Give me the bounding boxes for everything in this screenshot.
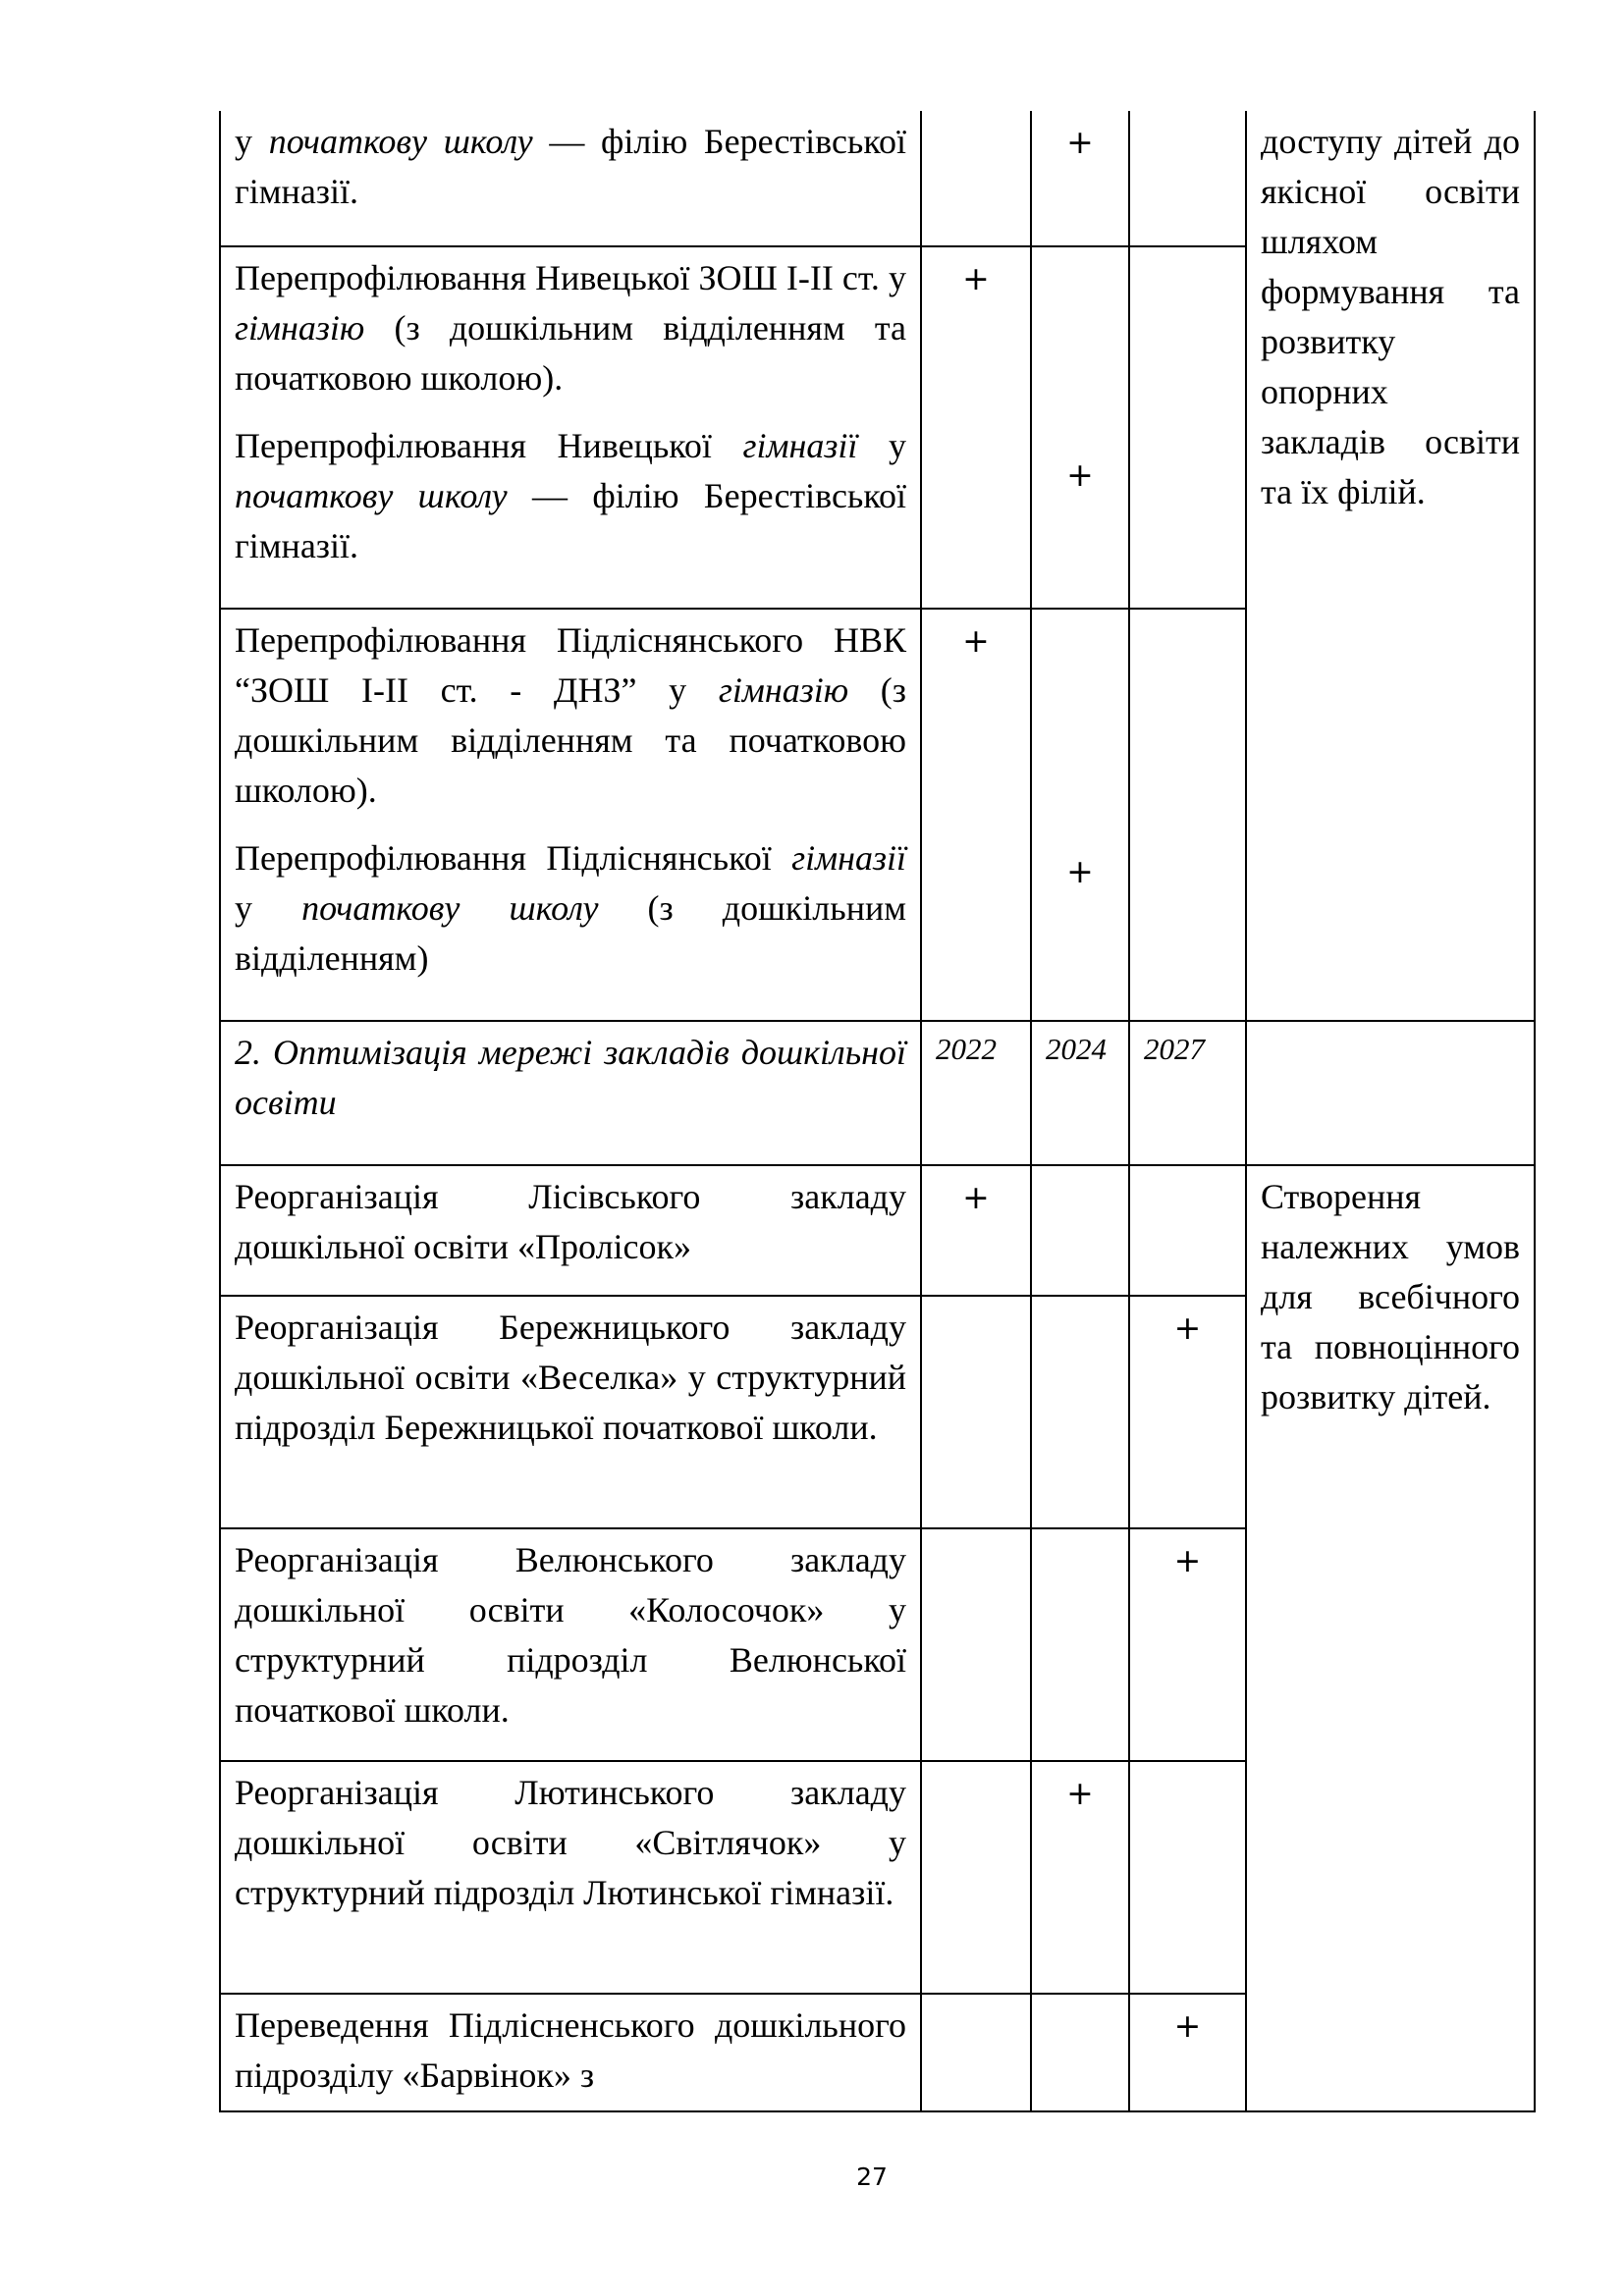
mark-2024: + [1066, 123, 1094, 161]
action-text: у початкову школу — філію Берестівської гімназії. [235, 122, 907, 211]
action-text-secondary: Перепрофілювання Підліснянської гімназії у початкову школу (з дошкільним відділенням) [235, 838, 907, 978]
action-cell [220, 1761, 921, 1994]
result-text: доступу дітей до якісної освіти шляхом формування та розвитку опорних закладів освіти та їх філій. [1261, 122, 1520, 511]
year-2022-cell [921, 1165, 1031, 1296]
year-2027-cell [1129, 609, 1246, 1021]
action-cell [220, 1528, 921, 1761]
year-2022-cell [921, 1296, 1031, 1528]
year-2027-cell [1129, 1165, 1246, 1296]
year-2024-cell [1031, 1761, 1129, 1994]
result-cell [1246, 1165, 1535, 2111]
year-2024-cell [1031, 1994, 1129, 2111]
year-2024-cell [1031, 1165, 1129, 1296]
empty-result-cell [1246, 1021, 1535, 1165]
mark-2024: + [1066, 1774, 1094, 1812]
action-text: Реорганізація Лютинського закладу дошкільної освіти «Світлячок» у структурний підрозділ Лютинської гімназії. [235, 1773, 906, 1912]
section-title: 2. Оптимізація мережі закладів дошкільної освіти [235, 1033, 906, 1122]
section-header-row [220, 1021, 1535, 1165]
year-2022-cell [921, 1994, 1031, 2111]
mark-2027: + [1173, 1541, 1202, 1579]
action-text: Перепрофілювання Нивецької ЗОШ І-ІІ ст. у гімназію (з дошкільним відділенням та початковою школою). [235, 258, 906, 398]
result-text: Створення належних умов для всебічного та повноцінного розвитку дітей. [1261, 1177, 1520, 1416]
mark-2022: + [962, 1178, 990, 1216]
table-row [220, 1165, 1535, 1296]
action-cell [220, 246, 921, 609]
year-2022-cell [921, 1528, 1031, 1761]
year-2027-cell [1129, 1761, 1246, 1994]
action-cell [220, 609, 921, 1021]
table-row [220, 111, 1535, 246]
year-2024-header: 2024 [1031, 1021, 1129, 1165]
action-text: Реорганізація Велюнського закладу дошкільної освіти «Колосочок» у структурний підрозділ Велюнської початкової школи. [235, 1540, 906, 1730]
year-2024-cell [1031, 1528, 1129, 1761]
year-2022-header: 2022 [921, 1021, 1031, 1165]
section-title-cell [220, 1021, 921, 1165]
mark-2022: + [962, 621, 990, 660]
mark-2024: + [1066, 455, 1094, 494]
mark-2024: + [1066, 852, 1094, 890]
year-2022-cell [921, 246, 1031, 609]
year-2024-cell [1031, 609, 1129, 1021]
action-cell [220, 1165, 921, 1296]
year-2027-cell [1129, 246, 1246, 609]
year-2022-cell [921, 1761, 1031, 1994]
action-cell [220, 111, 921, 246]
year-2024-cell [1031, 111, 1129, 246]
action-text: Реорганізація Бережницького закладу дошкільної освіти «Веселка» у структурний підрозділ Бережницької початкової школи. [235, 1308, 906, 1447]
result-cell [1246, 111, 1535, 1021]
year-2024-cell [1031, 1296, 1129, 1528]
action-cell [220, 1296, 921, 1528]
year-2027-cell [1129, 1296, 1246, 1528]
action-text: Перепрофілювання Підліснянського НВК “ЗОШ І-ІІ ст. - ДНЗ” у гімназію (з дошкільним відділенням та початковою школою). [235, 620, 906, 810]
year-2027-cell [1129, 1994, 1246, 2111]
year-2027-cell [1129, 1528, 1246, 1761]
plan-table [219, 111, 1536, 2112]
page-number: 27 [856, 2163, 888, 2191]
year-2027-header: 2027 [1129, 1021, 1246, 1165]
mark-2027: + [1173, 1308, 1202, 1347]
action-text: Реорганізація Лісівського закладу дошкільної освіти «Пролісок» [235, 1177, 906, 1266]
mark-2027: + [1173, 2006, 1202, 2045]
mark-2022: + [962, 259, 990, 297]
year-2022-cell [921, 111, 1031, 246]
year-2024-cell [1031, 246, 1129, 609]
year-2027-cell [1129, 111, 1246, 246]
action-text: Переведення Підлісненського дошкільного підрозділу «Барвінок» з [235, 2005, 906, 2095]
action-cell [220, 1994, 921, 2111]
action-text-secondary: Перепрофілювання Нивецької гімназії у початкову школу — філію Берестівської гімназії. [235, 426, 907, 565]
year-2022-cell [921, 609, 1031, 1021]
